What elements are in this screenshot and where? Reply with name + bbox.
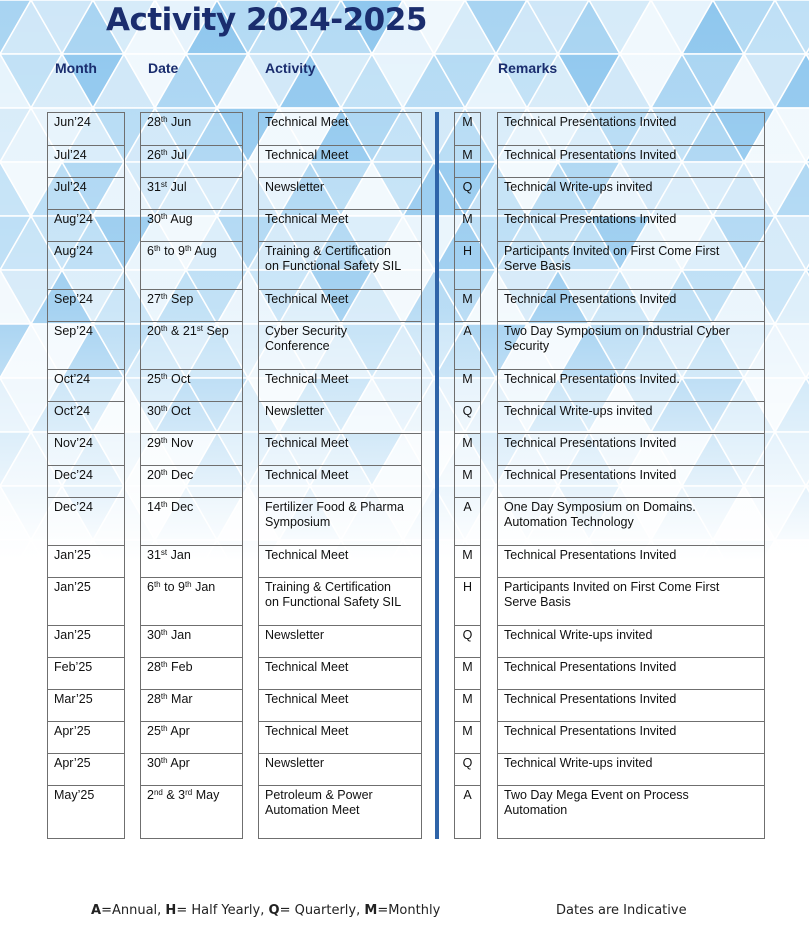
cell-frequency: Q — [455, 753, 480, 785]
cell-date: 30th Apr — [141, 753, 242, 785]
column-header-activity: Activity — [265, 60, 316, 76]
cell-date: 6th to 9th Jan — [141, 577, 242, 625]
cell-remarks: Technical Write-ups invited — [498, 753, 764, 785]
cell-activity: Technical Meet — [259, 545, 421, 577]
cell-remarks: Technical Write-ups invited — [498, 177, 764, 209]
cell-activity: Cyber Security Conference — [259, 321, 421, 369]
column-header-remarks: Remarks — [498, 60, 558, 76]
cell-date: 6th to 9th Aug — [141, 241, 242, 289]
cell-month: Sep’24 — [48, 321, 124, 369]
cell-month: Apr’25 — [48, 721, 124, 753]
cell-date: 30th Jan — [141, 625, 242, 657]
cell-remarks: Technical Presentations Invited — [504, 115, 677, 129]
cell-date: 25th Apr — [141, 721, 242, 753]
cell-activity: Technical Meet — [259, 721, 421, 753]
cell-frequency: Q — [455, 625, 480, 657]
cell-month: Jun’24 — [54, 115, 91, 129]
cell-remarks: Technical Presentations Invited — [498, 721, 764, 753]
cell-remarks: Technical Presentations Invited — [498, 465, 764, 497]
frequency-legend — [91, 903, 440, 918]
cell-month: Jul’24 — [48, 145, 124, 177]
cell-activity: Technical Meet — [259, 145, 421, 177]
legend-text-quarterly: = Quarterly, — [279, 903, 365, 918]
legend-key-annual: A — [91, 903, 102, 918]
cell-date: 14th Dec — [141, 497, 242, 545]
cell-remarks: Two Day Symposium on Industrial Cyber Security — [498, 321, 764, 369]
legend-text-half-yearly: = Half Yearly, — [176, 903, 269, 918]
cell-date: 31st Jul — [141, 177, 242, 209]
month-column — [47, 112, 125, 839]
remarks-column — [497, 112, 765, 839]
cell-date: 30th Aug — [141, 209, 242, 241]
cell-activity: Technical Meet — [259, 689, 421, 721]
cell-frequency: Q — [455, 177, 480, 209]
date-column — [140, 112, 243, 839]
cell-frequency: M — [455, 657, 480, 689]
cell-frequency: M — [455, 209, 480, 241]
cell-frequency: M — [455, 433, 480, 465]
cell-activity: Technical Meet — [259, 289, 421, 321]
cell-month: Dec’24 — [48, 497, 124, 545]
cell-activity: Technical Meet — [265, 115, 349, 129]
cell-activity: Technical Meet — [259, 433, 421, 465]
cell-frequency: M — [455, 369, 480, 401]
cell-remarks: One Day Symposium on Domains. Automation Technology — [498, 497, 764, 545]
cell-activity: Petroleum & Power Automation Meet — [259, 785, 421, 831]
column-header-date: Date — [148, 60, 179, 76]
dates-note: Dates are Indicative — [556, 903, 687, 918]
cell-remarks: Technical Presentations Invited — [498, 657, 764, 689]
cell-remarks: Technical Presentations Invited. — [498, 369, 764, 401]
cell-activity: Fertilizer Food & Pharma Symposium — [259, 497, 421, 545]
cell-activity: Newsletter — [259, 177, 421, 209]
cell-month: Dec’24 — [48, 465, 124, 497]
column-header-month: Month — [55, 60, 97, 76]
legend-key-quarterly: Q — [268, 903, 280, 918]
cell-month: Apr’25 — [48, 753, 124, 785]
cell-month: Sep’24 — [48, 289, 124, 321]
cell-frequency: M — [455, 689, 480, 721]
cell-remarks: Technical Presentations Invited — [498, 145, 764, 177]
cell-activity: Newsletter — [259, 625, 421, 657]
cell-frequency: A — [455, 321, 480, 369]
cell-date: 27th Sep — [141, 289, 242, 321]
cell-month: Aug’24 — [48, 241, 124, 289]
legend-text-monthly: =Monthly — [377, 903, 441, 918]
cell-activity: Technical Meet — [259, 209, 421, 241]
cell-activity: Technical Meet — [259, 369, 421, 401]
cell-date: 20th & 21st Sep — [141, 321, 242, 369]
cell-month: Mar’25 — [48, 689, 124, 721]
legend-key-half-yearly: H — [165, 903, 177, 918]
cell-frequency: A — [455, 785, 480, 831]
column-divider-bar — [435, 112, 439, 839]
cell-month: May’25 — [48, 785, 124, 831]
cell-month: Jul’24 — [48, 177, 124, 209]
cell-date: 28th Feb — [141, 657, 242, 689]
cell-date: 2nd & 3rd May — [141, 785, 242, 831]
cell-frequency: M — [455, 465, 480, 497]
cell-activity: Technical Meet — [259, 465, 421, 497]
cell-date: 30th Oct — [141, 401, 242, 433]
cell-activity: Training & Certification on Functional Safety SIL — [259, 241, 421, 289]
cell-frequency: M — [455, 145, 480, 177]
activity-column — [258, 112, 422, 839]
cell-activity: Newsletter — [259, 753, 421, 785]
cell-month: Oct’24 — [48, 369, 124, 401]
cell-activity: Training & Certification on Functional Safety SIL — [259, 577, 421, 625]
cell-month: Nov’24 — [48, 433, 124, 465]
cell-month: Jan’25 — [48, 577, 124, 625]
cell-remarks: Two Day Mega Event on Process Automation — [498, 785, 764, 831]
cell-date: 26th Jul — [141, 145, 242, 177]
cell-frequency: A — [455, 497, 480, 545]
cell-date: 25th Oct — [141, 369, 242, 401]
cell-remarks: Technical Presentations Invited — [498, 689, 764, 721]
cell-remarks: Technical Presentations Invited — [498, 545, 764, 577]
legend-text-annual: =Annual, — [101, 903, 166, 918]
cell-date: 28th Mar — [141, 689, 242, 721]
cell-month: Jan’25 — [48, 545, 124, 577]
cell-frequency: M — [455, 545, 480, 577]
cell-remarks: Technical Presentations Invited — [498, 433, 764, 465]
cell-remarks: Technical Write-ups invited — [498, 625, 764, 657]
cell-month: Feb’25 — [48, 657, 124, 689]
cell-month: Oct’24 — [48, 401, 124, 433]
cell-remarks: Technical Write-ups invited — [498, 401, 764, 433]
cell-remarks: Participants Invited on First Come First Serve Basis — [498, 241, 764, 289]
cell-frequency: M — [455, 721, 480, 753]
cell-month: Aug’24 — [48, 209, 124, 241]
cell-activity: Technical Meet — [259, 657, 421, 689]
cell-frequency: M — [455, 289, 480, 321]
legend-key-monthly: M — [364, 903, 378, 918]
cell-month: Jan’25 — [48, 625, 124, 657]
frequency-column — [454, 112, 481, 839]
cell-date: 28th Jun — [147, 115, 192, 129]
cell-frequency: H — [455, 577, 480, 625]
page-title: Activity 2024-2025 — [106, 2, 427, 38]
cell-remarks: Participants Invited on First Come First Serve Basis — [498, 577, 764, 625]
cell-frequency: Q — [455, 401, 480, 433]
cell-remarks: Technical Presentations Invited — [498, 289, 764, 321]
cell-frequency: M — [462, 115, 473, 129]
cell-date: 20th Dec — [141, 465, 242, 497]
cell-date: 31st Jan — [141, 545, 242, 577]
cell-activity: Newsletter — [259, 401, 421, 433]
cell-remarks: Technical Presentations Invited — [498, 209, 764, 241]
cell-frequency: H — [455, 241, 480, 289]
cell-date: 29th Nov — [141, 433, 242, 465]
